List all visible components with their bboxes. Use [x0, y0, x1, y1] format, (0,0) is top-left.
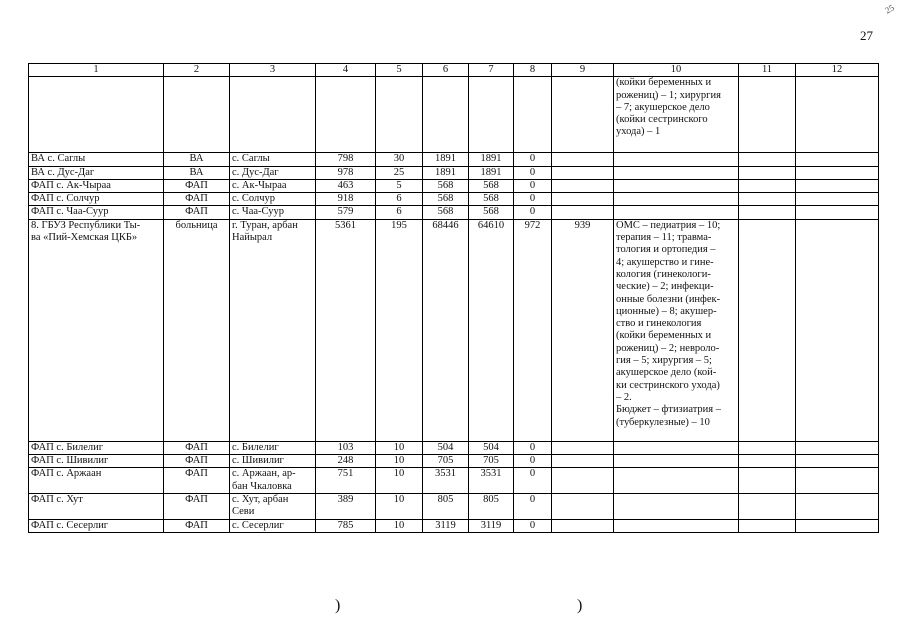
table-cell: 64610: [469, 219, 514, 441]
table-cell: 0: [514, 468, 552, 494]
table-cell: ВА с. Саглы: [29, 153, 164, 166]
table-cell: [552, 206, 614, 219]
table-cell: с. Аржаан, ар- бан Чкаловка: [230, 468, 316, 494]
table-cell: с. Хут, арбан Севи: [230, 493, 316, 519]
table-cell: [796, 77, 879, 153]
table-cell: [739, 493, 796, 519]
table-row: [29, 206, 879, 219]
table-cell: [469, 77, 514, 153]
table-cell: ФАП: [164, 519, 230, 532]
table-row: [29, 179, 879, 192]
table-row: [29, 153, 879, 166]
table-cell: 705: [423, 455, 469, 468]
table-cell: 939: [552, 219, 614, 441]
table-cell: [614, 206, 739, 219]
table-cell: [514, 77, 552, 153]
table-cell: с. Ак-Чыраа: [230, 179, 316, 192]
table-cell: 972: [514, 219, 552, 441]
table-row: [29, 455, 879, 468]
table-cell: 504: [423, 441, 469, 454]
table-cell: [552, 455, 614, 468]
table-cell: 10: [376, 441, 423, 454]
table-cell: 0: [514, 441, 552, 454]
table-cell: [739, 193, 796, 206]
table-cell: ФАП: [164, 468, 230, 494]
table-cell: 504: [469, 441, 514, 454]
table-cell: ФАП: [164, 441, 230, 454]
table-cell: 6: [376, 206, 423, 219]
table-cell: с. Шивилиг: [230, 455, 316, 468]
table-cell: 10: [376, 519, 423, 532]
table-cell: [614, 193, 739, 206]
table-cell: ФАП: [164, 193, 230, 206]
table-cell: ВА с. Дус-Даг: [29, 166, 164, 179]
table-cell: 1891: [469, 153, 514, 166]
table-cell: 751: [316, 468, 376, 494]
header-cell: 12: [796, 64, 879, 77]
table-cell: 0: [514, 179, 552, 192]
table-cell: ФАП: [164, 179, 230, 192]
table-cell: [552, 179, 614, 192]
table-cell: 579: [316, 206, 376, 219]
table-cell: 568: [469, 206, 514, 219]
table-cell: [796, 206, 879, 219]
table-cell: ФАП с. Чаа-Суур: [29, 206, 164, 219]
table-row: [29, 166, 879, 179]
table-cell: 1891: [423, 166, 469, 179]
table-cell: [739, 519, 796, 532]
table-cell: [739, 179, 796, 192]
table-cell: больница: [164, 219, 230, 441]
table-cell: с. Саглы: [230, 153, 316, 166]
table-cell: 3531: [469, 468, 514, 494]
table-cell: 3119: [423, 519, 469, 532]
header-cell: 10: [614, 64, 739, 77]
table-cell: 0: [514, 493, 552, 519]
table-cell: ВА: [164, 166, 230, 179]
table-cell: ФАП с. Солчур: [29, 193, 164, 206]
table-cell: [796, 153, 879, 166]
table-cell: [614, 455, 739, 468]
header-cell: 3: [230, 64, 316, 77]
table-cell: [614, 493, 739, 519]
table-cell: [739, 153, 796, 166]
table-cell: [316, 77, 376, 153]
table-cell: с. Сесерлиг: [230, 519, 316, 532]
header-row: [29, 64, 879, 77]
table-cell: [614, 519, 739, 532]
table-cell: [29, 77, 164, 153]
header-cell: 6: [423, 64, 469, 77]
table-cell: 978: [316, 166, 376, 179]
table-cell: [796, 468, 879, 494]
table-row: [29, 77, 879, 153]
table-cell: 568: [469, 193, 514, 206]
table-cell: 5: [376, 179, 423, 192]
table-cell: с. Чаа-Суур: [230, 206, 316, 219]
table-cell: 568: [469, 179, 514, 192]
table-cell: 918: [316, 193, 376, 206]
table-cell: [614, 179, 739, 192]
bottom-mark-left: ): [335, 597, 341, 614]
table-cell: 6: [376, 193, 423, 206]
table-cell: [552, 493, 614, 519]
table-cell: 248: [316, 455, 376, 468]
corner-mark: 25: [883, 2, 896, 16]
bottom-mark-right: ): [577, 597, 583, 614]
table-cell: [614, 441, 739, 454]
table-cell: [796, 166, 879, 179]
table-cell: [739, 206, 796, 219]
table-cell: 195: [376, 219, 423, 441]
table-cell: 0: [514, 166, 552, 179]
table-cell: ФАП с. Ак-Чыраа: [29, 179, 164, 192]
page-number: 27: [860, 28, 873, 43]
table-cell: 805: [423, 493, 469, 519]
table-cell: 10: [376, 468, 423, 494]
table-cell: [739, 166, 796, 179]
table-cell: [614, 153, 739, 166]
table-cell: 798: [316, 153, 376, 166]
table-row: [29, 493, 879, 519]
table-cell: 785: [316, 519, 376, 532]
table-cell: [164, 77, 230, 153]
table-cell: 0: [514, 455, 552, 468]
table-cell: ОМС – педиатрия – 10; терапия – 11; травма- тология и ортопедия – 4; акушерство и гине- кология (гинекологи- ческие) – 2; инфекци- онные болезни (инфек- ционные) – 8; акушер- ство и гинекология (койки беременных и рожениц) – 2; невроло- гия – 5; хирургия – 5; акушерское дело (кой- ки сестринского ухода) – 2. Бюджет – фтизиатрия – (туберкулезные) – 10: [614, 219, 739, 441]
table-cell: [423, 77, 469, 153]
data-table: [28, 63, 879, 533]
table-cell: с. Солчур: [230, 193, 316, 206]
header-cell: 8: [514, 64, 552, 77]
table-cell: [376, 77, 423, 153]
table-cell: [614, 468, 739, 494]
table-cell: [796, 179, 879, 192]
table-cell: [739, 468, 796, 494]
header-cell: 5: [376, 64, 423, 77]
table-cell: ФАП с. Хут: [29, 493, 164, 519]
table-cell: [552, 519, 614, 532]
table-cell: (койки беременных и рожениц) – 1; хирургия – 7; акушерское дело (койки сестринского ухода) – 1: [614, 77, 739, 153]
table-cell: 0: [514, 153, 552, 166]
table-cell: [739, 77, 796, 153]
table-cell: ФАП с. Аржаан: [29, 468, 164, 494]
table-cell: [739, 441, 796, 454]
table-cell: [796, 493, 879, 519]
table-cell: [552, 166, 614, 179]
header-cell: 1: [29, 64, 164, 77]
table-cell: [552, 193, 614, 206]
table-cell: 10: [376, 455, 423, 468]
table-row: [29, 219, 879, 441]
header-cell: 11: [739, 64, 796, 77]
table-cell: 0: [514, 193, 552, 206]
table-cell: [552, 441, 614, 454]
table-cell: [796, 219, 879, 441]
table-cell: [230, 77, 316, 153]
table-cell: ФАП: [164, 206, 230, 219]
table-cell: 389: [316, 493, 376, 519]
table-cell: [552, 77, 614, 153]
table-cell: ВА: [164, 153, 230, 166]
table-row: [29, 519, 879, 532]
table-cell: [739, 455, 796, 468]
table-cell: [796, 441, 879, 454]
header-cell: 4: [316, 64, 376, 77]
table-cell: 568: [423, 193, 469, 206]
table-cell: 68446: [423, 219, 469, 441]
table-row: [29, 193, 879, 206]
table-cell: 705: [469, 455, 514, 468]
table-cell: с. Дус-Даг: [230, 166, 316, 179]
table-cell: 3531: [423, 468, 469, 494]
table-cell: 25: [376, 166, 423, 179]
table-cell: с. Билелиг: [230, 441, 316, 454]
header-cell: 7: [469, 64, 514, 77]
table-cell: 10: [376, 493, 423, 519]
table-cell: [739, 219, 796, 441]
header-cell: 2: [164, 64, 230, 77]
table-cell: г. Туран, арбан Найырал: [230, 219, 316, 441]
table-cell: 8. ГБУЗ Республики Ты- ва «Пий-Хемская ЦКБ»: [29, 219, 164, 441]
table-cell: 0: [514, 206, 552, 219]
table-cell: ФАП: [164, 493, 230, 519]
table-row: [29, 468, 879, 494]
table-cell: 1891: [423, 153, 469, 166]
table-cell: 103: [316, 441, 376, 454]
table-cell: 805: [469, 493, 514, 519]
table-cell: 1891: [469, 166, 514, 179]
table-cell: [552, 153, 614, 166]
table-cell: [796, 193, 879, 206]
table-cell: 3119: [469, 519, 514, 532]
table-cell: 30: [376, 153, 423, 166]
table-cell: [796, 519, 879, 532]
table-cell: ФАП с. Сесерлиг: [29, 519, 164, 532]
table-cell: [796, 455, 879, 468]
table-cell: 568: [423, 206, 469, 219]
table-row: [29, 441, 879, 454]
table-cell: 5361: [316, 219, 376, 441]
table-cell: [552, 468, 614, 494]
header-cell: 9: [552, 64, 614, 77]
table-cell: ФАП: [164, 455, 230, 468]
table-cell: 463: [316, 179, 376, 192]
table-cell: [614, 166, 739, 179]
table-cell: ФАП с. Билелиг: [29, 441, 164, 454]
table-cell: 0: [514, 519, 552, 532]
table-cell: ФАП с. Шивилиг: [29, 455, 164, 468]
table-cell: 568: [423, 179, 469, 192]
